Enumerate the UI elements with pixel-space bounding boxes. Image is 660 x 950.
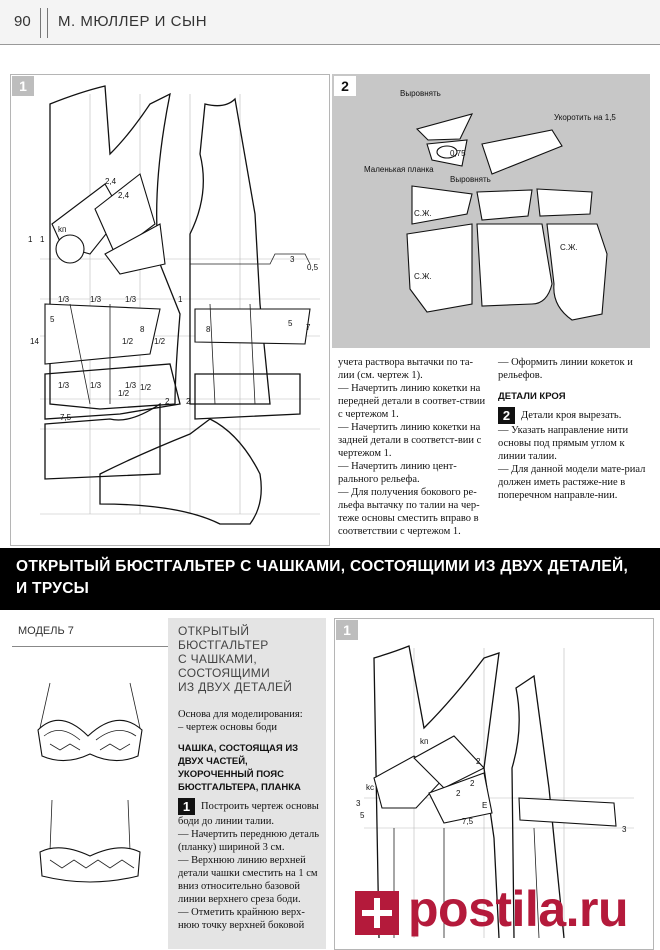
fig1-label: 1/3 (90, 295, 102, 304)
paragraph: — Начертить линию кокетки на передней детали в соответ-ствии с чертежом 1. (338, 383, 486, 420)
parts-heading: ЧАШКА, СОСТОЯЩАЯ ИЗ ДВУХ ЧАСТЕЙ, УКОРОЧЕННЫЙ ПОЯС БЮСТГАЛЬТЕРА, ПЛАНКА (178, 743, 301, 793)
fig1-label: 1 (40, 235, 45, 244)
step-badge: 2 (498, 407, 515, 424)
fig1-label: 5 (50, 315, 55, 324)
fig3-label: 7,5 (462, 817, 474, 826)
fig1-label: 3 (290, 255, 295, 264)
paragraph: — Указать направление нити основы под прямым углом к линии талии. (498, 425, 629, 462)
paragraph: — Отметить крайнюю верх-нюю точку верхней боковой (178, 907, 305, 931)
fig1-label: 1/2 (140, 383, 152, 392)
base-value: – чертеж основы боди (178, 722, 277, 733)
header-divider (40, 8, 48, 38)
fig3-label: 2 (470, 779, 475, 788)
figure-2-step-badge: 2 (334, 76, 356, 96)
watermark-text: postila.ru (408, 881, 629, 937)
fig2-callout-small-strap: Маленькая планка (364, 165, 434, 174)
fig1-label: 0,5 (307, 263, 319, 272)
text-column-1 (338, 356, 488, 538)
paragraph: — Для получения бокового ре-льефа вытачку по талии на чер-теже основы сместить вправо в соответствии с чертежом 1. (338, 487, 480, 537)
paragraph: — Начертить линию кокетки на задней детали в соответст-вии с чертежом 1. (338, 422, 482, 459)
fig1-label: kп (58, 225, 67, 234)
fig1-label: 1 (28, 235, 33, 244)
fig3-label: 3 (356, 799, 361, 808)
watermark-logo-icon (352, 888, 402, 938)
fig1-label: 14 (30, 337, 39, 346)
fig1-label: 7,5 (60, 413, 72, 422)
page-number: 90 (14, 13, 31, 30)
fig2-callout-align-top: Выровнять (400, 89, 441, 98)
fig3-label: 2 (476, 757, 481, 766)
section-heading: ДЕТАЛИ КРОЯ (498, 391, 566, 402)
step-paragraph: 2 Детали кроя вырезать. (498, 407, 648, 424)
fig3-label: kп (420, 737, 429, 746)
fig1-label: 1/2 (154, 337, 166, 346)
fig3-label: kс (366, 783, 374, 792)
fig1-label: 1/2 (118, 389, 130, 398)
fig1-label: 1/3 (125, 295, 137, 304)
paragraph: — Оформить линии кокеток и рельефов. (498, 357, 633, 381)
fig2-callout-shorten: Укоротить на 1,5 (554, 113, 616, 122)
fig1-label: 1/3 (125, 381, 137, 390)
fig1-label: 2,4 (118, 191, 130, 200)
book-title: М. МЮЛЛЕР И СЫН (58, 13, 208, 30)
fig1-label: 8 (140, 325, 145, 334)
fig2-callout-align-bottom: Выровнять (450, 175, 491, 184)
fig3-label: E (482, 801, 488, 810)
fig3-label: 5 (360, 811, 365, 820)
model-label: МОДЕЛЬ 7 (18, 625, 74, 637)
fig1-label: 1/3 (58, 381, 70, 390)
paragraph: учета раствора вытачки по та-лии (см. чертеж 1). (338, 357, 473, 381)
fig1-label: 1 (178, 295, 183, 304)
paragraph: — Верхнюю линию верхней детали чашки сместить на 1 см вниз относительно базовой линии верхнего среза боди. (178, 855, 318, 905)
fig1-label: 1/3 (90, 381, 102, 390)
bra-illustration-back (30, 796, 150, 891)
figure-1-drawing (10, 74, 328, 544)
step-badge: 1 (178, 798, 195, 815)
fig1-label: 2 (165, 397, 170, 406)
text-column-2 (498, 356, 648, 502)
model-body (178, 708, 320, 932)
figure-2-drawing (332, 74, 650, 348)
section-title: ОТКРЫТЫЙ БЮСТГАЛЬТЕР С ЧАШКАМИ, СОСТОЯЩИМИ ИЗ ДВУХ ДЕТАЛЕЙ, И ТРУСЫ (16, 558, 629, 597)
fig1-label: 5 (288, 319, 293, 328)
fig1-label: 2,4 (105, 177, 117, 186)
paragraph: — Для данной модели мате-риал должен иметь растяже-ние в поперечном направле-нии. (498, 464, 646, 501)
model-divider (12, 646, 172, 647)
model-title: ОТКРЫТЫЙ БЮСТГАЛЬТЕР С ЧАШКАМИ, СОСТОЯЩИМИ ИЗ ДВУХ ДЕТАЛЕЙ (178, 624, 293, 694)
fig2-grain-mark: С.Ж. (560, 243, 578, 252)
step-paragraph: 1 Построить чертеж основы боди до линии талии. (178, 799, 319, 827)
fig1-label: 2 (186, 397, 191, 406)
bra-illustration-front (30, 678, 150, 778)
fig1-label: 1/3 (58, 295, 70, 304)
fig1-label: 1/2 (122, 337, 134, 346)
fig2-grain-mark: С.Ж. (414, 272, 432, 281)
fig2-callout-value: 0,75 (450, 149, 466, 158)
fig3-label: 2 (456, 789, 461, 798)
paragraph: — Начертить переднюю деталь (планку) шириной 3 см. (178, 829, 320, 853)
figure-3-step-badge: 1 (336, 620, 358, 640)
base-label: Основа для моделирования: (178, 709, 303, 720)
fig1-label: 7 (306, 323, 311, 332)
fig1-label: 8 (206, 325, 211, 334)
figure-1-step-badge: 1 (12, 76, 34, 96)
fig3-label: 3 (622, 825, 627, 834)
fig2-grain-mark: С.Ж. (414, 209, 432, 218)
paragraph: — Начертить линию цент-рального рельефа. (338, 461, 457, 485)
